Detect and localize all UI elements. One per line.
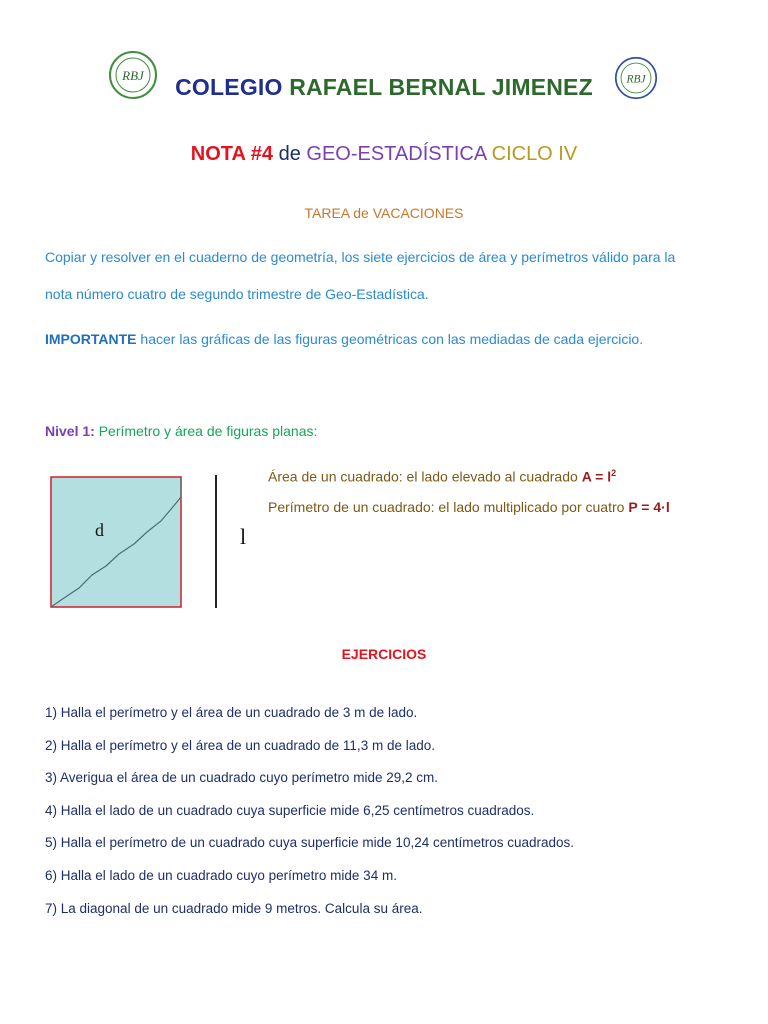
instructions-line-1: Copiar y resolver en el cuaderno de geometría, los siete ejercicios de área y perímetros válido para la: [45, 249, 676, 265]
school-prefix: COLEGIO: [175, 74, 283, 100]
nota-subject: GEO-ESTADÍSTICA: [306, 143, 487, 165]
exercise-list: [45, 704, 574, 932]
svg-text:RBJ: RBJ: [122, 68, 144, 83]
exercise-item: 5) Halla el perímetro de un cuadrado cuya superficie mide 10,24 centímetros cuadrados.: [45, 835, 575, 851]
side-label: l: [240, 524, 247, 549]
exercise-item: 4) Halla el lado de un cuadrado cuya superficie mide 6,25 centímetros cuadrados.: [45, 802, 535, 818]
perimeter-formula: P = 4·l: [628, 499, 670, 515]
square-shape: [51, 477, 181, 607]
nivel-heading: [45, 423, 317, 439]
area-formula-line: [268, 468, 670, 499]
nivel-text: Perímetro y área de figuras planas:: [94, 423, 318, 439]
exercise-item: 7) La diagonal de un cuadrado mide 9 metros. Calcula su área.: [45, 900, 423, 916]
important-text: hacer las gráficas de las figuras geométricas con las mediadas de cada ejercicio.: [136, 331, 644, 347]
area-formula: A = l: [581, 468, 612, 485]
perimeter-formula-line: [268, 499, 670, 530]
exercise-item: 2) Halla el perímetro y el área de un cuadrado de 11,3 m de lado.: [45, 737, 435, 753]
svg-text:RBJ: RBJ: [626, 73, 646, 86]
exercise-item: 3) Averigua el área de un cuadrado cuyo perímetro mide 29,2 cm.: [45, 770, 438, 786]
page-title: [0, 74, 768, 101]
perimeter-text: Perímetro de un cuadrado: el lado multiplicado por cuatro: [268, 499, 629, 515]
nota-heading: [0, 143, 768, 166]
nota-connector: de: [273, 143, 307, 165]
nivel-label: Nivel 1:: [45, 423, 95, 439]
important-label: IMPORTANTE: [45, 331, 137, 347]
formulas-block: [268, 468, 670, 530]
tarea-subtitle: TAREA de VACACIONES: [304, 205, 464, 221]
ejercicios-title: EJERCICIOS: [341, 646, 427, 662]
area-text: Área de un cuadrado: el lado elevado al cuadrado: [268, 468, 582, 485]
instructions-line-2: nota número cuatro de segundo trimestre de Geo-Estadística.: [45, 286, 429, 302]
exercise-item: 1) Halla el perímetro y el área de un cuadrado de 3 m de lado.: [45, 705, 418, 720]
area-exponent: 2: [611, 468, 617, 478]
square-figure: [44, 470, 254, 615]
important-note: [45, 331, 735, 347]
nota-label: NOTA #4: [190, 143, 274, 165]
school-name: RAFAEL BERNAL JIMENEZ: [289, 74, 593, 100]
nota-cycle: CICLO IV: [486, 143, 578, 165]
diagonal-label: d: [95, 520, 104, 540]
exercise-item: 6) Halla el lado de un cuadrado cuyo perímetro mide 34 m.: [45, 867, 397, 883]
